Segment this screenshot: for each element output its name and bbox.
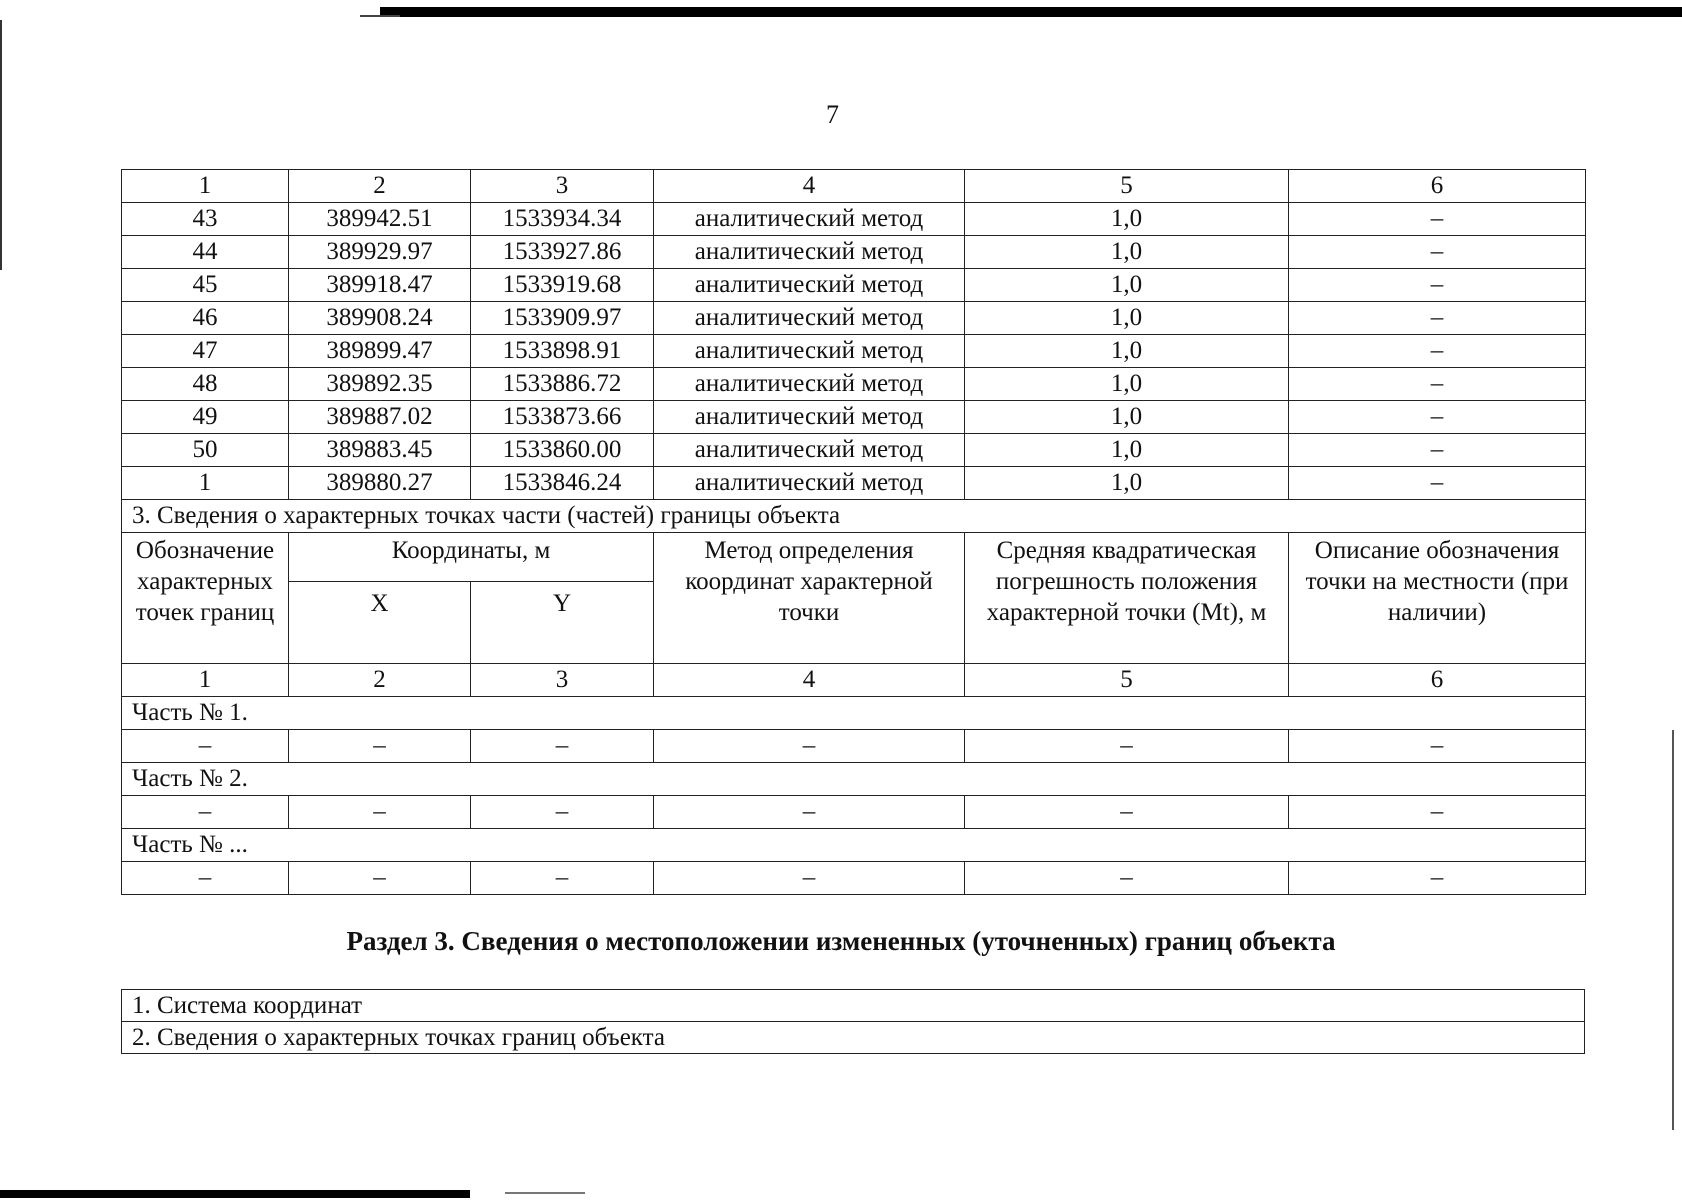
header-description: Описание обозначения точки на местности (при наличии) <box>1289 533 1586 664</box>
part-value-cell: – <box>654 796 965 829</box>
part-value-cell: – <box>965 862 1289 895</box>
table-row <box>122 467 1586 500</box>
point-cell: 48 <box>122 368 289 401</box>
point-cell: 43 <box>122 203 289 236</box>
column-number: 4 <box>654 170 965 203</box>
y-cell: 1533898.91 <box>471 335 654 368</box>
y-cell: 1533860.00 <box>471 434 654 467</box>
error-cell: 1,0 <box>965 335 1289 368</box>
method-cell: аналитический метод <box>654 302 965 335</box>
description-cell: – <box>1289 434 1586 467</box>
scan-border-bottom <box>0 1190 470 1198</box>
header-row <box>122 533 1586 582</box>
scan-border-top <box>380 7 1682 17</box>
part-value-cell: – <box>289 862 471 895</box>
description-cell: – <box>1289 203 1586 236</box>
x-cell: 389918.47 <box>289 269 471 302</box>
part-value-cell: – <box>122 730 289 763</box>
part-label-row <box>122 763 1586 796</box>
part-label-row <box>122 829 1586 862</box>
scan-border-bottom-thin <box>505 1192 585 1194</box>
description-cell: – <box>1289 335 1586 368</box>
column-number: 6 <box>1289 170 1586 203</box>
page-number: 7 <box>826 100 839 129</box>
section-3-title: Раздел 3. Сведения о местоположении измененных (уточненных) границ объекта <box>346 926 1336 956</box>
subsection-title-row <box>122 500 1586 533</box>
error-cell: 1,0 <box>965 401 1289 434</box>
x-cell: 389887.02 <box>289 401 471 434</box>
table-row <box>122 236 1586 269</box>
y-cell: 1533927.86 <box>471 236 654 269</box>
scan-border-left <box>0 20 2 270</box>
description-cell: – <box>1289 302 1586 335</box>
section-3-item: 1. Система координат <box>122 990 1585 1022</box>
column-number: 5 <box>965 170 1289 203</box>
column-number: 3 <box>471 664 654 697</box>
part-value-cell: – <box>289 730 471 763</box>
x-cell: 389899.47 <box>289 335 471 368</box>
part-value-cell: – <box>965 730 1289 763</box>
part-label: Часть № ... <box>122 829 1586 862</box>
column-number: 2 <box>289 170 471 203</box>
part-value-cell: – <box>654 862 965 895</box>
method-cell: аналитический метод <box>654 203 965 236</box>
description-cell: – <box>1289 467 1586 500</box>
part-values-row <box>122 862 1586 895</box>
method-cell: аналитический метод <box>654 434 965 467</box>
boundary-points-table <box>121 169 1586 895</box>
y-cell: 1533886.72 <box>471 368 654 401</box>
subsection-title: 3. Сведения о характерных точках части (частей) границы объекта <box>122 500 1586 533</box>
part-value-cell: – <box>471 730 654 763</box>
error-cell: 1,0 <box>965 467 1289 500</box>
section-3-item: 2. Сведения о характерных точках границ объекта <box>122 1022 1585 1054</box>
point-cell: 47 <box>122 335 289 368</box>
y-cell: 1533934.34 <box>471 203 654 236</box>
error-cell: 1,0 <box>965 269 1289 302</box>
point-cell: 44 <box>122 236 289 269</box>
method-cell: аналитический метод <box>654 401 965 434</box>
part-value-cell: – <box>965 796 1289 829</box>
method-cell: аналитический метод <box>654 269 965 302</box>
point-cell: 45 <box>122 269 289 302</box>
table-row <box>122 302 1586 335</box>
point-cell: 1 <box>122 467 289 500</box>
part-value-cell: – <box>1289 730 1586 763</box>
header-y: Y <box>471 582 654 664</box>
column-number: 2 <box>289 664 471 697</box>
error-cell: 1,0 <box>965 302 1289 335</box>
description-cell: – <box>1289 401 1586 434</box>
header-coordinates: Координаты, м <box>289 533 654 582</box>
description-cell: – <box>1289 269 1586 302</box>
error-cell: 1,0 <box>965 203 1289 236</box>
part-label: Часть № 1. <box>122 697 1586 730</box>
part-value-cell: – <box>289 796 471 829</box>
part-value-cell: – <box>1289 862 1586 895</box>
error-cell: 1,0 <box>965 368 1289 401</box>
x-cell: 389883.45 <box>289 434 471 467</box>
y-cell: 1533873.66 <box>471 401 654 434</box>
part-values-row <box>122 730 1586 763</box>
y-cell: 1533919.68 <box>471 269 654 302</box>
table-row <box>122 203 1586 236</box>
error-cell: 1,0 <box>965 236 1289 269</box>
method-cell: аналитический метод <box>654 335 965 368</box>
x-cell: 389892.35 <box>289 368 471 401</box>
method-cell: аналитический метод <box>654 368 965 401</box>
y-cell: 1533909.97 <box>471 302 654 335</box>
part-value-cell: – <box>1289 796 1586 829</box>
section-3-table <box>121 989 1585 1054</box>
table-row <box>122 434 1586 467</box>
section-3-item-row <box>122 990 1585 1022</box>
column-number: 3 <box>471 170 654 203</box>
header-method: Метод определения координат характерной точки <box>654 533 965 664</box>
part-label: Часть № 2. <box>122 763 1586 796</box>
x-cell: 389880.27 <box>289 467 471 500</box>
part-values-row <box>122 796 1586 829</box>
part-value-cell: – <box>471 796 654 829</box>
part-value-cell: – <box>122 862 289 895</box>
point-cell: 46 <box>122 302 289 335</box>
table-row <box>122 269 1586 302</box>
error-cell: 1,0 <box>965 434 1289 467</box>
description-cell: – <box>1289 368 1586 401</box>
column-number: 1 <box>122 170 289 203</box>
x-cell: 389929.97 <box>289 236 471 269</box>
part-value-cell: – <box>654 730 965 763</box>
part-value-cell: – <box>122 796 289 829</box>
table-row <box>122 368 1586 401</box>
header-x: X <box>289 582 471 664</box>
column-number-row <box>122 664 1586 697</box>
point-cell: 49 <box>122 401 289 434</box>
section-3-item-row <box>122 1022 1585 1054</box>
x-cell: 389942.51 <box>289 203 471 236</box>
column-number-row <box>122 170 1586 203</box>
part-value-cell: – <box>471 862 654 895</box>
column-number: 4 <box>654 664 965 697</box>
method-cell: аналитический метод <box>654 236 965 269</box>
column-number: 6 <box>1289 664 1586 697</box>
point-cell: 50 <box>122 434 289 467</box>
column-number: 5 <box>965 664 1289 697</box>
y-cell: 1533846.24 <box>471 467 654 500</box>
part-label-row <box>122 697 1586 730</box>
header-designation: Обозначение характерных точек границ <box>122 533 289 664</box>
table-row <box>122 401 1586 434</box>
method-cell: аналитический метод <box>654 467 965 500</box>
table-row <box>122 335 1586 368</box>
x-cell: 389908.24 <box>289 302 471 335</box>
description-cell: – <box>1289 236 1586 269</box>
scan-border-top-thin <box>360 15 400 17</box>
column-number: 1 <box>122 664 289 697</box>
header-error: Средняя квадратическая погрешность положения характерной точки (Mt), м <box>965 533 1289 664</box>
